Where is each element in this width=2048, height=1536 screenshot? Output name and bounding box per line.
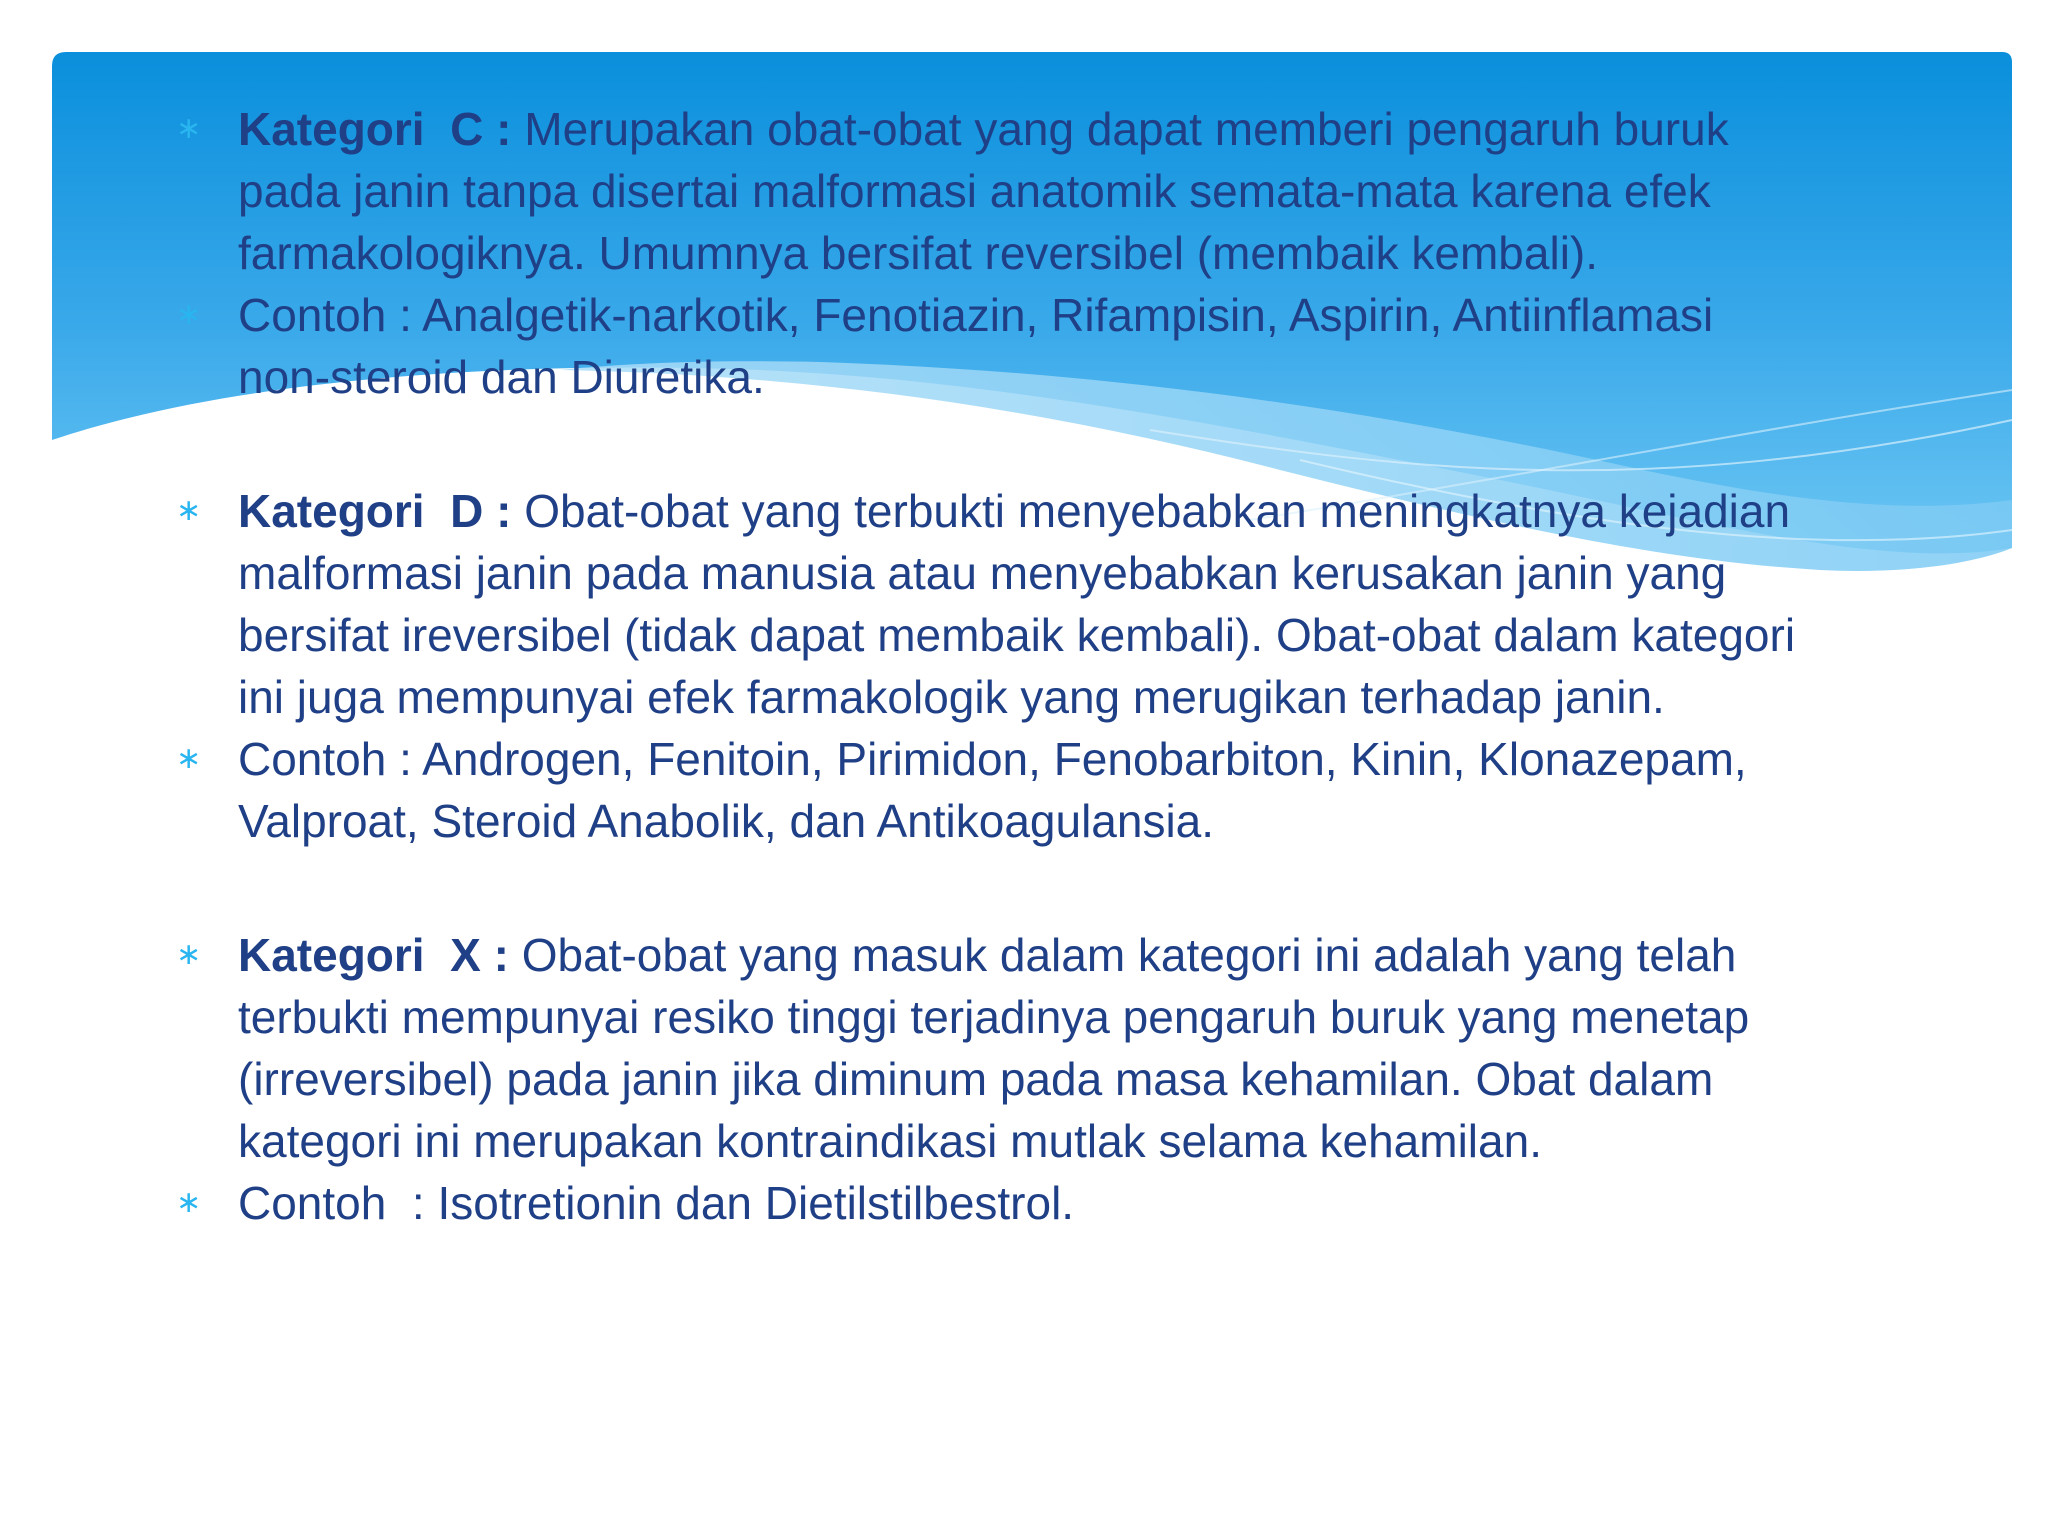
bullet-icon: ∗ bbox=[176, 494, 202, 527]
item-heading: Kategori X : bbox=[238, 929, 522, 981]
list-item-contoh-d bbox=[176, 728, 1816, 852]
item-text: Contoh : Androgen, Fenitoin, Pirimidon, Fenobarbiton, Kinin, Klonazepam, Valproat, Steroid Anabolik, dan Antikoagulansia. bbox=[238, 733, 1760, 847]
content-list bbox=[176, 98, 1816, 1234]
bullet-icon: ∗ bbox=[176, 1186, 202, 1219]
item-heading: Kategori D : bbox=[238, 485, 525, 537]
item-text: Obat-obat yang terbukti menyebabkan meningkatnya kejadian malformasi janin pada manusia atau menyebabkan kerusakan janin yang bersifat ireversibel (tidak dapat membaik kembali). Obat-obat dalam kategori ini juga mempunyai efek farmakologik yang merugikan terhadap janin. bbox=[238, 485, 1808, 723]
list-item-contoh-x bbox=[176, 1172, 1816, 1234]
list-item-contoh-c bbox=[176, 284, 1816, 408]
item-text: Contoh : Analgetik-narkotik, Fenotiazin, Rifampisin, Aspirin, Antiinflamasi non-steroid dan Diuretika. bbox=[238, 289, 1727, 403]
item-heading: Kategori C : bbox=[238, 103, 525, 155]
list-item-kategori-x bbox=[176, 924, 1816, 1172]
item-text: Merupakan obat-obat yang dapat memberi pengaruh buruk pada janin tanpa disertai malformasi anatomik semata-mata karena efek farmakologiknya. Umumnya bersifat reversibel (membaik kembali). bbox=[238, 103, 1742, 279]
list-item-kategori-c bbox=[176, 98, 1816, 284]
list-item-kategori-d bbox=[176, 480, 1816, 728]
bullet-icon: ∗ bbox=[176, 742, 202, 775]
bullet-icon: ∗ bbox=[176, 112, 202, 145]
bullet-icon: ∗ bbox=[176, 938, 202, 971]
bullet-icon: ∗ bbox=[176, 298, 202, 331]
item-text: Obat-obat yang masuk dalam kategori ini adalah yang telah terbukti mempunyai resiko tinggi terjadinya pengaruh buruk yang menetap (irreversibel) pada janin jika diminum pada masa kehamilan. Obat dalam kategori ini merupakan kontraindikasi mutlak selama kehamilan. bbox=[238, 929, 1762, 1167]
item-text: Contoh : Isotretionin dan Dietilstilbestrol. bbox=[238, 1177, 1075, 1229]
